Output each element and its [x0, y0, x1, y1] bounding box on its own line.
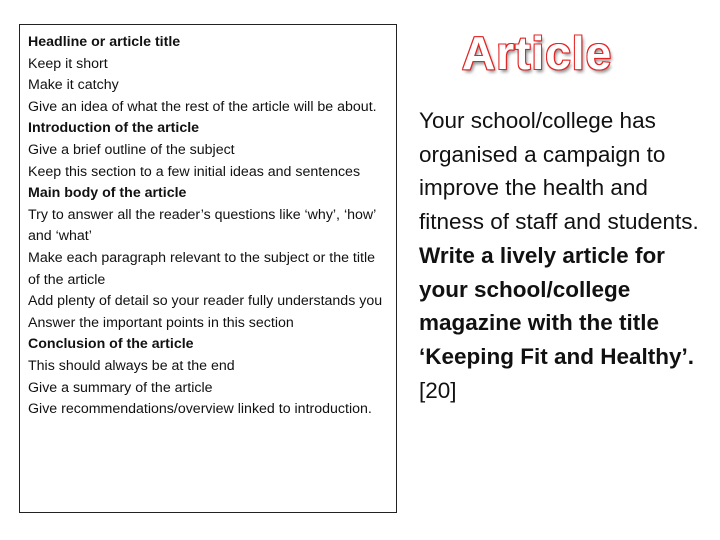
- guide-line: Make each paragraph relevant to the subject or the title of the article: [28, 249, 376, 288]
- task-instruction: Write a lively article for your school/college magazine with the title ‘Keeping Fit and Healthy’.: [419, 242, 695, 369]
- task-prompt: [419, 104, 709, 407]
- guide-line: Answer the important points in this section: [28, 314, 294, 331]
- guide-line: Make it catchy: [28, 77, 119, 94]
- page-title: Article: [462, 27, 613, 79]
- guide-line: This should always be at the end: [28, 357, 235, 374]
- guide-line: Give an idea of what the rest of the article will be about.: [28, 98, 377, 115]
- task-intro: Your school/college has organised a campaign to improve the health and fitness of staff and students.: [419, 108, 699, 235]
- guide-heading-conclusion: Conclusion of the article: [28, 336, 194, 353]
- guide-line: Keep it short: [28, 55, 108, 72]
- guide-heading-introduction: Introduction of the article: [28, 120, 200, 137]
- task-marks: [20]: [419, 377, 457, 403]
- guide-line: Give recommendations/overview linked to introduction.: [28, 401, 372, 418]
- guide-line: Add plenty of detail so your reader fully understands you: [28, 293, 383, 310]
- guide-line: Keep this section to a few initial ideas and sentences: [28, 163, 361, 180]
- guide-heading-headline: Headline or article title: [28, 34, 181, 50]
- guide-heading-main-body: Main body of the article: [28, 185, 187, 202]
- guidance-box: [19, 24, 397, 513]
- guide-line: Give a brief outline of the subject: [28, 141, 235, 158]
- guide-line: Give a summary of the article: [28, 379, 213, 396]
- guide-line: Try to answer all the reader’s questions like ‘why’, ‘how’ and ‘what’: [28, 206, 376, 245]
